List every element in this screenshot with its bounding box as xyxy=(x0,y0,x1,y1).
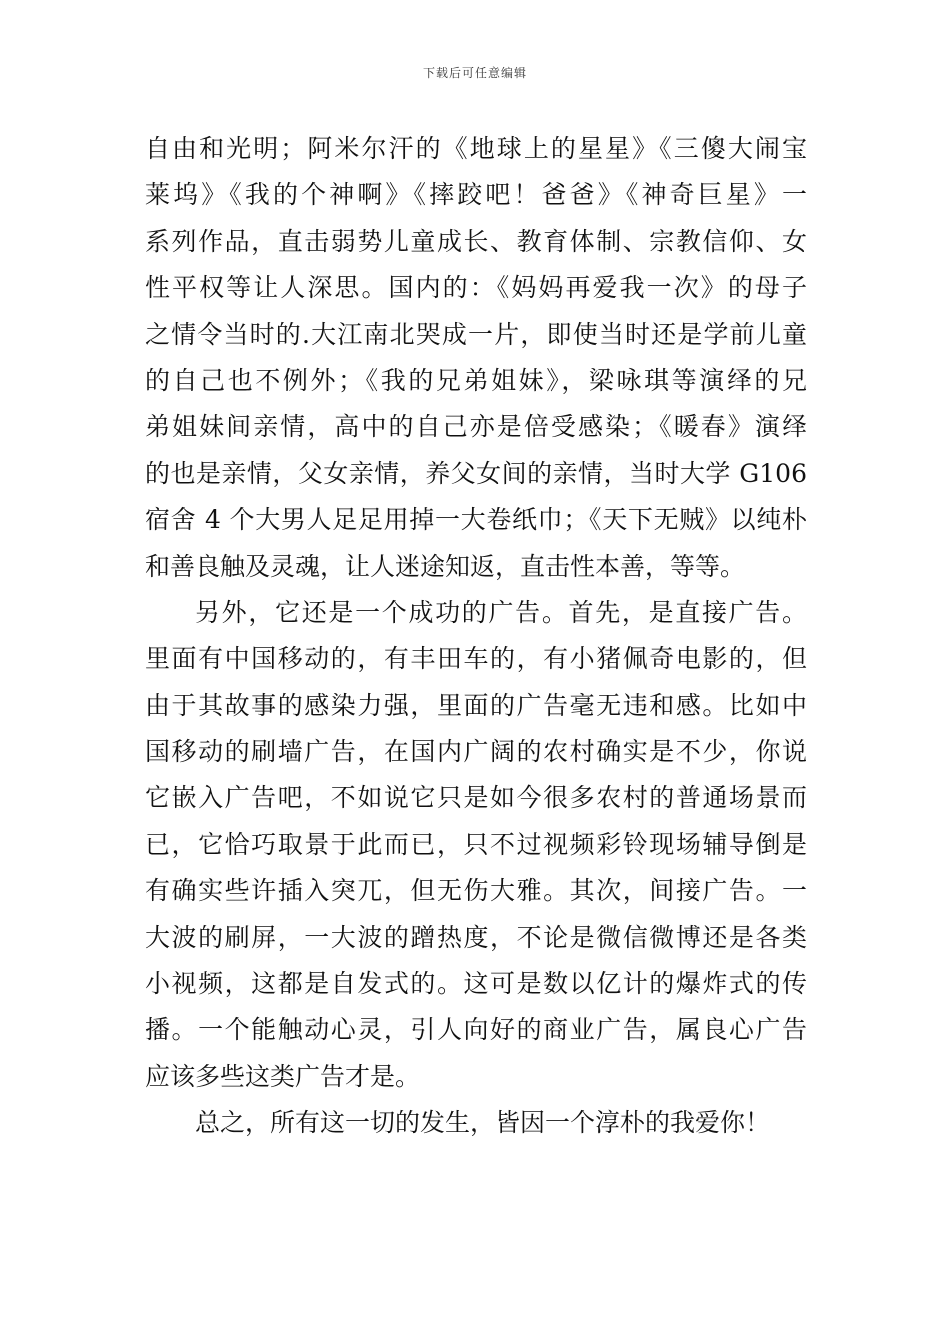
text-line: 总之，所有这一切的发生，皆因一个淳朴的我爱你！ xyxy=(195,1108,771,1138)
text-line: 国移动的刷墙广告，在国内广阔的农村确实是不少，你说 xyxy=(145,737,807,767)
text-line: 由于其故事的感染力强，里面的广告毫无违和感。比如中 xyxy=(145,690,807,720)
text-line: 小视频，这都是自发式的。这可是数以亿计的爆炸式的传 xyxy=(145,969,807,999)
text-line: 已，它恰巧取景于此而已，只不过视频彩铃现场辅导倒是 xyxy=(145,829,807,859)
text-line: 的自己也不例外；《我的兄弟姐妹》，梁咏琪等演绎的兄 xyxy=(145,365,807,395)
body-text xyxy=(145,126,807,1147)
text-line: 里面有中国移动的，有丰田车的，有小猪佩奇电影的，但 xyxy=(145,644,807,674)
text-line: 播。一个能触动心灵，引人向好的商业广告，属良心广告 xyxy=(145,1015,807,1045)
text-line: 和善良触及灵魂，让人迷途知返，直击性本善，等等。 xyxy=(145,551,746,581)
text-line: 有确实些许插入突兀，但无伤大雅。其次，间接广告。一 xyxy=(145,876,807,906)
text-line: 之情令当时的.大江南北哭成一片，即使当时还是学前儿童 xyxy=(145,319,807,349)
text-line: 性平权等让人深思。国内的：《妈妈再爱我一次》的母子 xyxy=(145,273,807,303)
text-line: 另外，它还是一个成功的广告。首先，是直接广告。 xyxy=(195,597,807,627)
text-line: 莱坞》《我的个神啊》《摔跤吧！爸爸》《神奇巨星》一 xyxy=(145,180,807,210)
text-line: 自由和光明；阿米尔汗的《地球上的星星》《三傻大闹宝 xyxy=(145,134,807,163)
text-line: 的也是亲情，父女亲情，养父女间的亲情，当时大学 G106 xyxy=(145,458,807,488)
text-line: 应该多些这类广告才是。 xyxy=(145,1061,421,1091)
text-line: 大波的刷屏，一大波的蹭热度，不论是微信微博还是各类 xyxy=(145,922,807,952)
text-line: 弟姐妹间亲情，高中的自己亦是倍受感染；《暖春》演绎 xyxy=(145,412,807,442)
text-line: 系列作品，直击弱势儿童成长、教育体制、宗教信仰、女 xyxy=(145,226,807,256)
text-line: 宿舍 4 个大男人足足用掉一大卷纸巾；《天下无贼》以纯朴 xyxy=(145,505,807,535)
text-line: 它嵌入广告吧，不如说它只是如今很多农村的普通场景而 xyxy=(145,783,807,813)
page-header: 下载后可任意编辑 xyxy=(422,66,527,80)
